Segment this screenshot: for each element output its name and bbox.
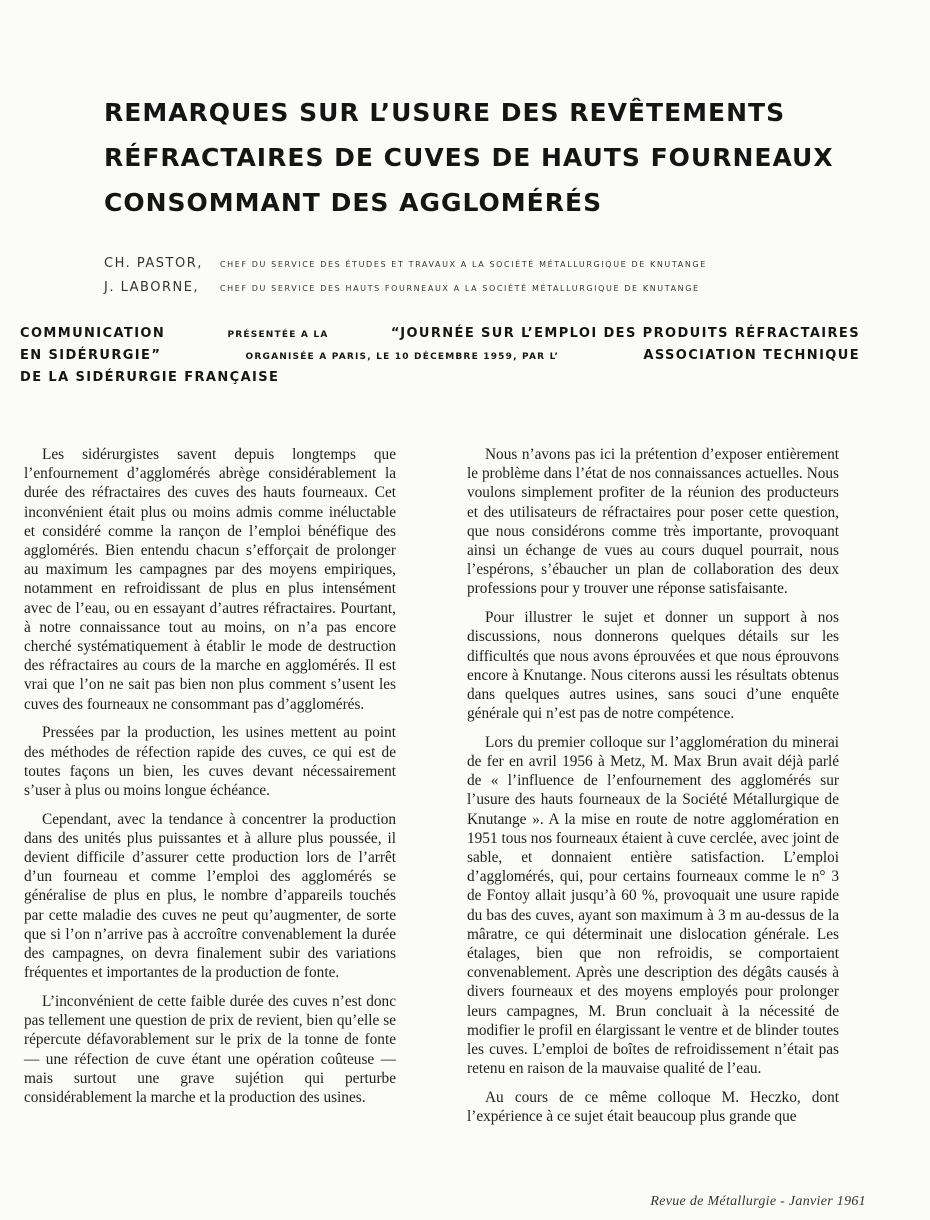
paragraph: Pressées par la production, les usines mettent au point des méthodes de réfection rapide des cuves, ce qui est de toutes façons un bien, les cuves devant nécessairement s’user à plus ou moins longue échéance. — [24, 724, 396, 799]
communication-event: “JOURNÉE SUR L’EMPLOI DES PRODUITS RÉFRACTAIRES — [390, 326, 860, 341]
author-entry — [104, 252, 804, 276]
right-column — [467, 445, 839, 1136]
author-affiliation: CHEF DU SERVICE DES HAUTS FOURNEAUX A LA SOCIÉTÉ MÉTALLURGIQUE DE KNUTANGE — [220, 284, 700, 293]
journal-footer: Revue de Métallurgie - Janvier 1961 — [650, 1194, 866, 1209]
author-entry — [104, 276, 804, 300]
paragraph: Au cours de ce même colloque M. Heczko, dont l’expérience à ce sujet était beaucoup plus grande que — [467, 1089, 839, 1126]
communication-date: ORGANISÉE A PARIS, LE 10 DÉCEMBRE 1959, PAR L’ — [245, 352, 560, 362]
title-line-2: RÉFRACTAIRES DE CUVES DE HAUTS FOURNEAUX — [104, 143, 834, 172]
communication-note — [20, 326, 860, 392]
paragraph: L’inconvénient de cette faible durée des cuves n’est donc pas tellement une question de prix de revient, bien qu’elle se répercute défavorablement sur le prix de la tonne de fonte — une réfection de cuve étant une opération coûteuse — mais surtout une grave sujétion qui perturbe considérablement la marche et la production des usines. — [24, 992, 396, 1106]
title-line-1: REMARQUES SUR L’USURE DES REVÊTEMENTS — [104, 98, 786, 127]
communication-org: ASSOCIATION TECHNIQUE — [643, 348, 860, 363]
communication-line-3 — [20, 370, 860, 392]
paragraph: Lors du premier colloque sur l’agglomération du minerai de fer en avril 1956 à Metz, M. Max Brun avait déjà parlé de « l’influence de l’enfournement des agglomérés sur l’usure des hauts fourneaux de la Société Métallurgique de Knutange ». A la mise en route de notre agglomération en 1951 tous nos fourneaux étaient à cuve cerclée, avec joint de sable, et donnaient entière satisfaction. L’emploi d’agglomérés, qui, pour certains fourneaux comme le n° 3 de Fontoy allait jusqu’à 60 %, provoquait une usure rapide du bas des cuves, ayant son maximum à 3 m au-dessus de la mâratre, ce qui déterminait une dislocation générale. Les étalages, bien que non refroidis, se comportaient convenablement. Après une description des dégâts causés à divers fourneaux et des moyens employés pour prolonger leurs campagnes, M. Brun concluait à la nécessité de modifier le profil en élargissant le ventre et de blinder toutes les cuves. L’emploi de boîtes de refroidissement n’était pas retenu en raison de la mauvaise qualité de l’eau. — [467, 733, 839, 1078]
author-name: J. LABORNE, — [104, 280, 200, 295]
author-list — [104, 252, 804, 300]
author-affiliation: CHEF DU SERVICE DES ÉTUDES ET TRAVAUX A LA SOCIÉTÉ MÉTALLURGIQUE DE KNUTANGE — [220, 260, 707, 269]
communication-org-end: DE LA SIDÉRURGIE FRANÇAISE — [20, 370, 280, 385]
communication-line-2 — [20, 348, 860, 370]
article-title — [104, 90, 874, 225]
paragraph: Les sidérurgistes savent depuis longtemps que l’enfournement d’agglomérés abrège considérablement la durée des réfractaires des cuves des hauts fourneaux. Cet inconvénient était plus ou moins admis comme inéluctable et considéré comme la rançon de l’emploi bénéfique des agglomérés. Bien entendu chacun s’efforçait de prolonger au maximum les campagnes par des moyens empiriques, notamment en refroidissant de plus en plus intensément avec de l’eau, ou en essayant d’autres réfractaires. Pourtant, à notre connaissance tout au moins, on n’a pas encore cherché systématiquement à établir le mode de destruction des réfractaires au cours de la marche en agglomérés. Il est vrai que l’on ne sait pas bien non plus comment s’usent les cuves des fourneaux ne consommant pas d’agglomérés. — [24, 446, 396, 713]
communication-line-1 — [20, 326, 860, 348]
title-line-3: CONSOMMANT DES AGGLOMÉRÉS — [104, 188, 603, 217]
left-column — [24, 445, 396, 1117]
author-name: CH. PASTOR, — [104, 256, 203, 271]
paragraph: Nous n’avons pas ici la prétention d’exposer entièrement le problème dans l’état de nos connaissances actuelles. Nous voulons simplement profiter de la réunion des producteurs et des utilisateurs de réfractaires pour poser cette question, que nous considérons comme très importante, provoquant ainsi un échange de vues au cours duquel pourrait, nous l’espérons, s’ébaucher un plan de collaboration des deux professions pour y trouver une réponse satisfaisante. — [467, 446, 839, 598]
communication-presented: PRÉSENTÉE A LA — [227, 330, 329, 340]
paragraph: Pour illustrer le sujet et donner un support à nos discussions, nous donnerons quelques détails sur les difficultés que nous avons éprouvées et que nous éprouvons encore à Knutange. Nous citerons aussi les résultats obtenus dans quelques autres usines, sans souci d’une enquête générale qui n’est pas de notre compétence. — [467, 609, 839, 723]
paragraph: Cependant, avec la tendance à concentrer la production dans des unités plus puissantes et à allure plus poussée, il devient difficile d’assurer cette production lors de l’arrêt d’un fourneau et comme l’emploi des agglomérés se généralise de plus en plus, le nombre d’appareils touchés par cette maladie des cuves ne peut qu’augmenter, de sorte que si l’on n’arrive pas à accroître convenablement la durée des campagnes, on devra finalement subir des variations fréquentes et importantes de la production de fonte. — [24, 810, 396, 982]
communication-label: COMMUNICATION — [20, 326, 166, 341]
communication-event-end: EN SIDÉRURGIE” — [20, 348, 162, 363]
